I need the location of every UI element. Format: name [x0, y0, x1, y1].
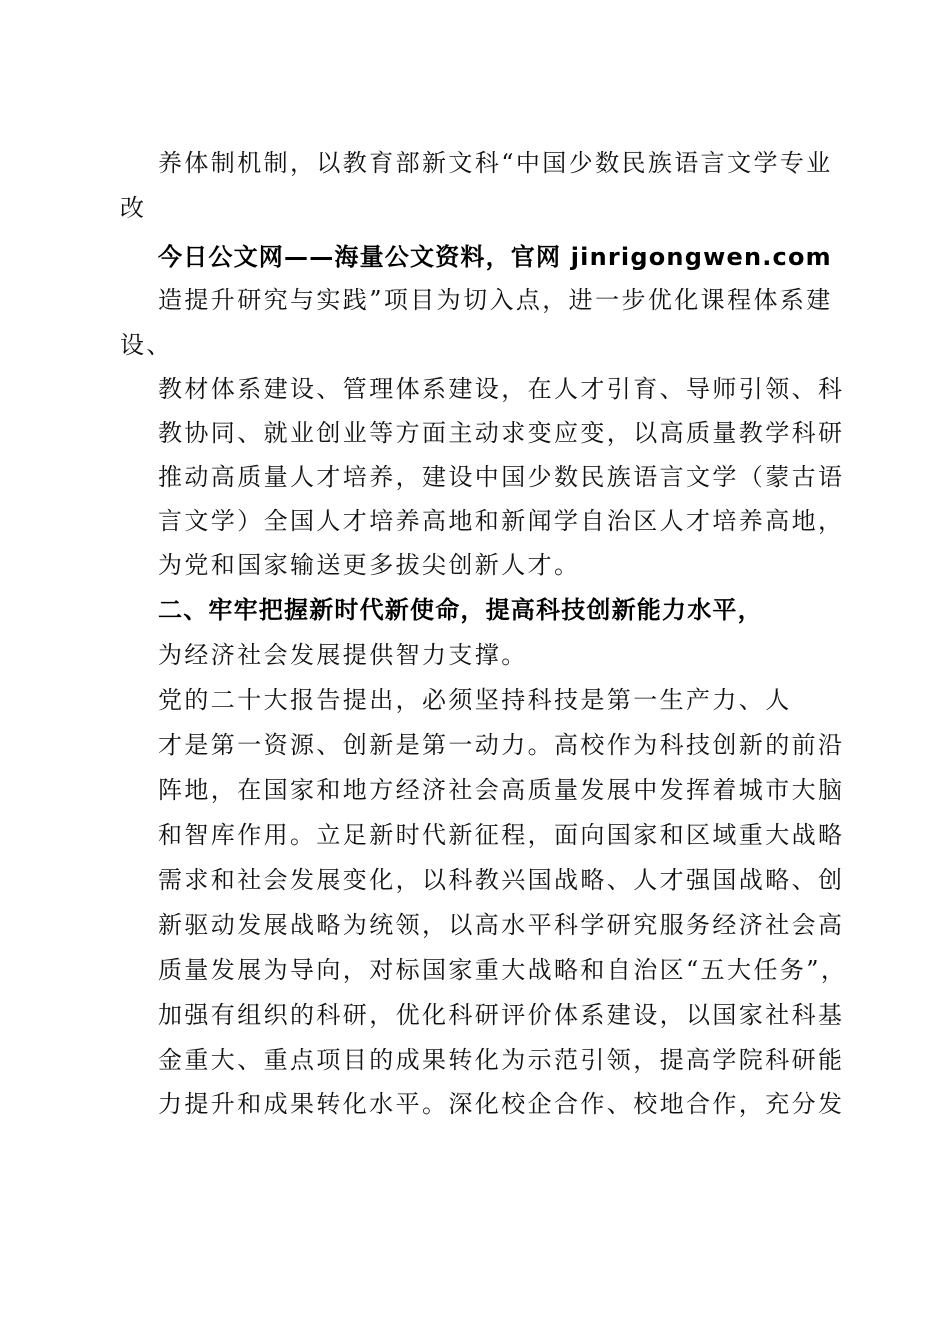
body-text-line: 为党和国家输送更多拔尖创新人才。 [158, 551, 581, 579]
site-banner-line: 今日公文网——海量公文资料，官网 jinrigongwen.com [158, 243, 832, 271]
body-text-line: 党的二十大报告提出，必须坚持科技是第一生产力、人 [158, 686, 792, 714]
body-text-line: 阵地，在国家和地方经济社会高质量发展中发挥着城市大脑 [158, 776, 845, 804]
body-text-line: 和智库作用。立足新时代新征程，面向国家和区域重大战略 [158, 821, 845, 849]
body-text-line: 设、 [120, 331, 173, 359]
section-heading: 二、牢牢把握新时代新使命，提高科技创新能力水平， [158, 596, 763, 624]
body-text-line: 造提升研究与实践”项目为切入点，进一步优化课程体系建 [158, 286, 833, 314]
body-text-line: 力提升和成果转化水平。深化校企合作、校地合作，充分发 [158, 1090, 845, 1118]
body-text-line: 加强有组织的科研，优化科研评价体系建设，以国家社科基 [158, 1001, 845, 1029]
body-text-line: 金重大、重点项目的成果转化为示范引领，提高学院科研能 [158, 1046, 845, 1074]
body-text-line: 教材体系建设、管理体系建设，在人才引育、导师引领、科 [158, 375, 845, 403]
body-text-line: 需求和社会发展变化，以科教兴国战略、人才强国战略、创 [158, 866, 845, 894]
body-text-line: 为经济社会发展提供智力支撑。 [158, 641, 528, 669]
body-text-line: 改 [120, 194, 147, 222]
body-text-line: 推动高质量人才培养，建设中国少数民族语言文学（蒙古语 [158, 463, 845, 491]
body-text-line: 言文学）全国人才培养高地和新闻学自治区人才培养高地， [158, 507, 845, 535]
body-text-line: 质量发展为导向，对标国家重大战略和自治区“五大任务”， [158, 956, 848, 984]
body-text-line: 教协同、就业创业等方面主动求变应变，以高质量教学科研 [158, 419, 845, 447]
body-text-line: 养体制机制，以教育部新文科“中国少数民族语言文学专业 [158, 149, 833, 177]
body-text-line: 才是第一资源、创新是第一动力。高校作为科技创新的前沿 [158, 731, 845, 759]
body-text-line: 新驱动发展战略为统领，以高水平科学研究服务经济社会高 [158, 911, 845, 939]
